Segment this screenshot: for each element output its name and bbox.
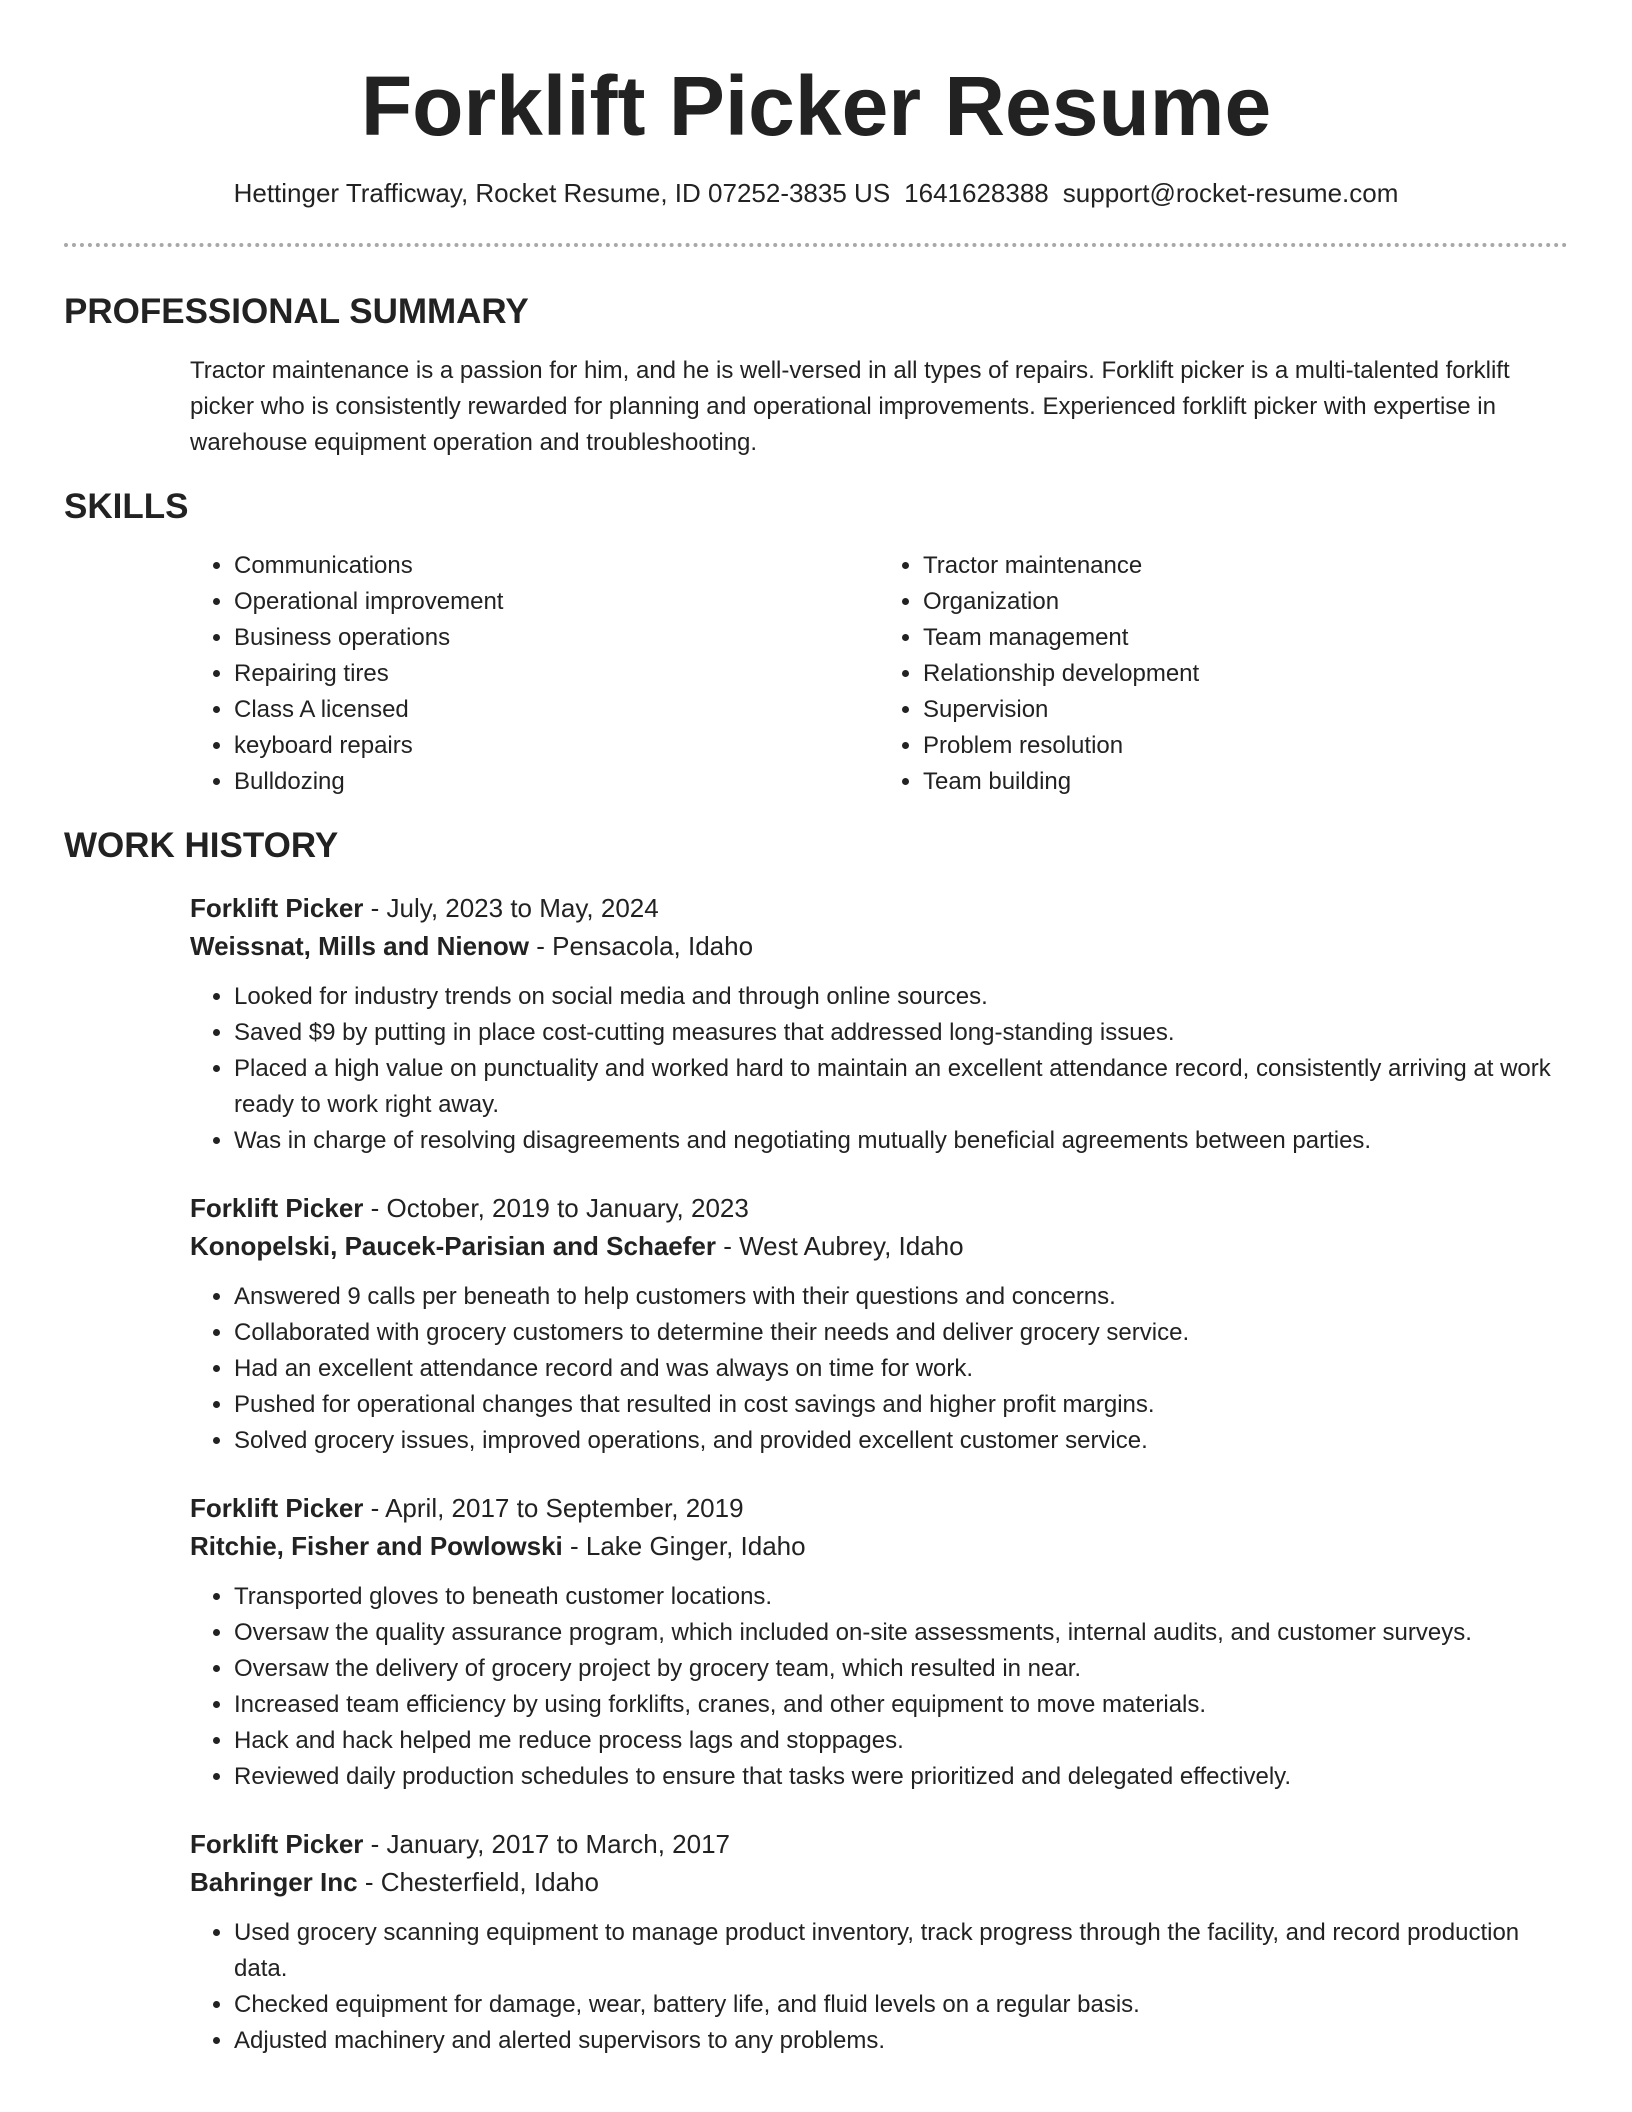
job-entry <box>190 1189 1568 1459</box>
job-bullets <box>190 1579 1568 1795</box>
job-location: - West Aubrey, Idaho <box>715 1231 964 1261</box>
job-dates: - July, 2023 to May, 2024 <box>363 893 659 923</box>
job-company-line <box>190 1863 1568 1901</box>
job-title: Forklift Picker <box>190 1493 364 1523</box>
skill-item: • Organization <box>923 584 1568 620</box>
skill-item: • keyboard repairs <box>234 728 879 764</box>
summary-text: Tractor maintenance is a passion for him, and he is well-versed in all types of repairs. Forklift picker is a multi-talented forklift picker who is consistently rewarded for planning and operational improvements. Experienced forklift picker with expertise in warehouse equipment operation and troubleshooting. <box>190 357 1510 456</box>
job-entry <box>190 889 1568 1159</box>
job-company: Konopelski, Paucek-Parisian and Schaefer <box>190 1231 716 1261</box>
job-bullet: • Saved $9 by putting in place cost-cutting measures that addressed long-standing issues. <box>234 1015 1568 1051</box>
job-bullet: • Hack and hack helped me reduce process lags and stoppages. <box>234 1723 1568 1759</box>
job-bullet: • Had an excellent attendance record and was always on time for work. <box>234 1351 1568 1387</box>
job-bullet: • Used grocery scanning equipment to manage product inventory, track progress through the facility, and record production data. <box>234 1915 1568 1987</box>
job-dates: - April, 2017 to September, 2019 <box>363 1493 744 1523</box>
job-bullet: • Oversaw the delivery of grocery project by grocery team, which resulted in near. <box>234 1651 1568 1687</box>
skills-heading: SKILLS <box>64 487 189 526</box>
job-company: Weissnat, Mills and Nienow <box>190 931 530 961</box>
job-bullets <box>190 979 1568 1159</box>
summary-heading: PROFESSIONAL SUMMARY <box>64 292 529 331</box>
job-bullet: • Collaborated with grocery customers to determine their needs and deliver grocery service. <box>234 1315 1568 1351</box>
job-bullet: • Placed a high value on punctuality and worked hard to maintain an excellent attendance record, consistently arriving at work ready to work right away. <box>234 1051 1568 1123</box>
skill-item: • Team building <box>923 764 1568 800</box>
skill-item: • Relationship development <box>923 656 1568 692</box>
job-dates: - January, 2017 to March, 2017 <box>363 1829 731 1859</box>
job-company-line <box>190 1227 1568 1265</box>
job-bullet: • Transported gloves to beneath customer locations. <box>234 1579 1568 1615</box>
job-company-line <box>190 1527 1568 1565</box>
skill-item: • Tractor maintenance <box>923 548 1568 584</box>
header-divider <box>64 243 1568 247</box>
skill-item: • Class A licensed <box>234 692 879 728</box>
job-title: Forklift Picker <box>190 893 364 923</box>
skill-item: • Communications <box>234 548 879 584</box>
job-entry <box>190 1825 1568 2059</box>
job-title: Forklift Picker <box>190 1829 364 1859</box>
job-title: Forklift Picker <box>190 1193 364 1223</box>
job-location: - Chesterfield, Idaho <box>357 1867 599 1897</box>
job-entry <box>190 1489 1568 1795</box>
contact-address: Hettinger Trafficway, Rocket Resume, ID 07252-3835 US <box>233 178 891 208</box>
resume-title: Forklift Picker Resume <box>360 59 1272 153</box>
contact-line <box>64 176 1568 210</box>
skill-item: • Supervision <box>923 692 1568 728</box>
job-title-line <box>190 1489 1568 1527</box>
job-bullet: • Looked for industry trends on social media and through online sources. <box>234 979 1568 1015</box>
skills-list <box>190 548 1568 800</box>
job-bullet: • Solved grocery issues, improved operations, and provided excellent customer service. <box>234 1423 1568 1459</box>
job-bullet: • Answered 9 calls per beneath to help customers with their questions and concerns. <box>234 1279 1568 1315</box>
job-location: - Lake Ginger, Idaho <box>562 1531 806 1561</box>
job-dates: - October, 2019 to January, 2023 <box>363 1193 749 1223</box>
job-bullet: • Oversaw the quality assurance program, which included on-site assessments, internal audits, and customer surveys. <box>234 1615 1568 1651</box>
contact-phone: 1641628388 <box>904 178 1049 208</box>
job-bullets <box>190 1279 1568 1459</box>
skill-item: • Bulldozing <box>234 764 879 800</box>
job-bullet: • Increased team efficiency by using forklifts, cranes, and other equipment to move materials. <box>234 1687 1568 1723</box>
job-bullets <box>190 1915 1568 2059</box>
job-title-line <box>190 889 1568 927</box>
skill-item: • Business operations <box>234 620 879 656</box>
skill-item: • Repairing tires <box>234 656 879 692</box>
skills-column-right <box>879 548 1568 800</box>
job-company: Ritchie, Fisher and Powlowski <box>190 1531 563 1561</box>
job-bullet: • Was in charge of resolving disagreements and negotiating mutually beneficial agreements between parties. <box>234 1123 1568 1159</box>
work-history-heading: WORK HISTORY <box>64 826 339 865</box>
job-bullet: • Checked equipment for damage, wear, battery life, and fluid levels on a regular basis. <box>234 1987 1568 2023</box>
job-company-line <box>190 927 1568 965</box>
skills-column-left <box>190 548 879 800</box>
job-location: - Pensacola, Idaho <box>529 931 754 961</box>
skill-item: • Team management <box>923 620 1568 656</box>
skill-item: • Problem resolution <box>923 728 1568 764</box>
job-bullet: • Adjusted machinery and alerted supervisors to any problems. <box>234 2023 1568 2059</box>
work-history-list <box>190 889 1568 2059</box>
job-title-line <box>190 1825 1568 1863</box>
job-bullet: • Pushed for operational changes that resulted in cost savings and higher profit margins. <box>234 1387 1568 1423</box>
job-company: Bahringer Inc <box>190 1867 358 1897</box>
contact-email: support@rocket-resume.com <box>1062 178 1399 208</box>
job-title-line <box>190 1189 1568 1227</box>
skill-item: • Operational improvement <box>234 584 879 620</box>
job-bullet: • Reviewed daily production schedules to ensure that tasks were prioritized and delegated effectively. <box>234 1759 1568 1795</box>
